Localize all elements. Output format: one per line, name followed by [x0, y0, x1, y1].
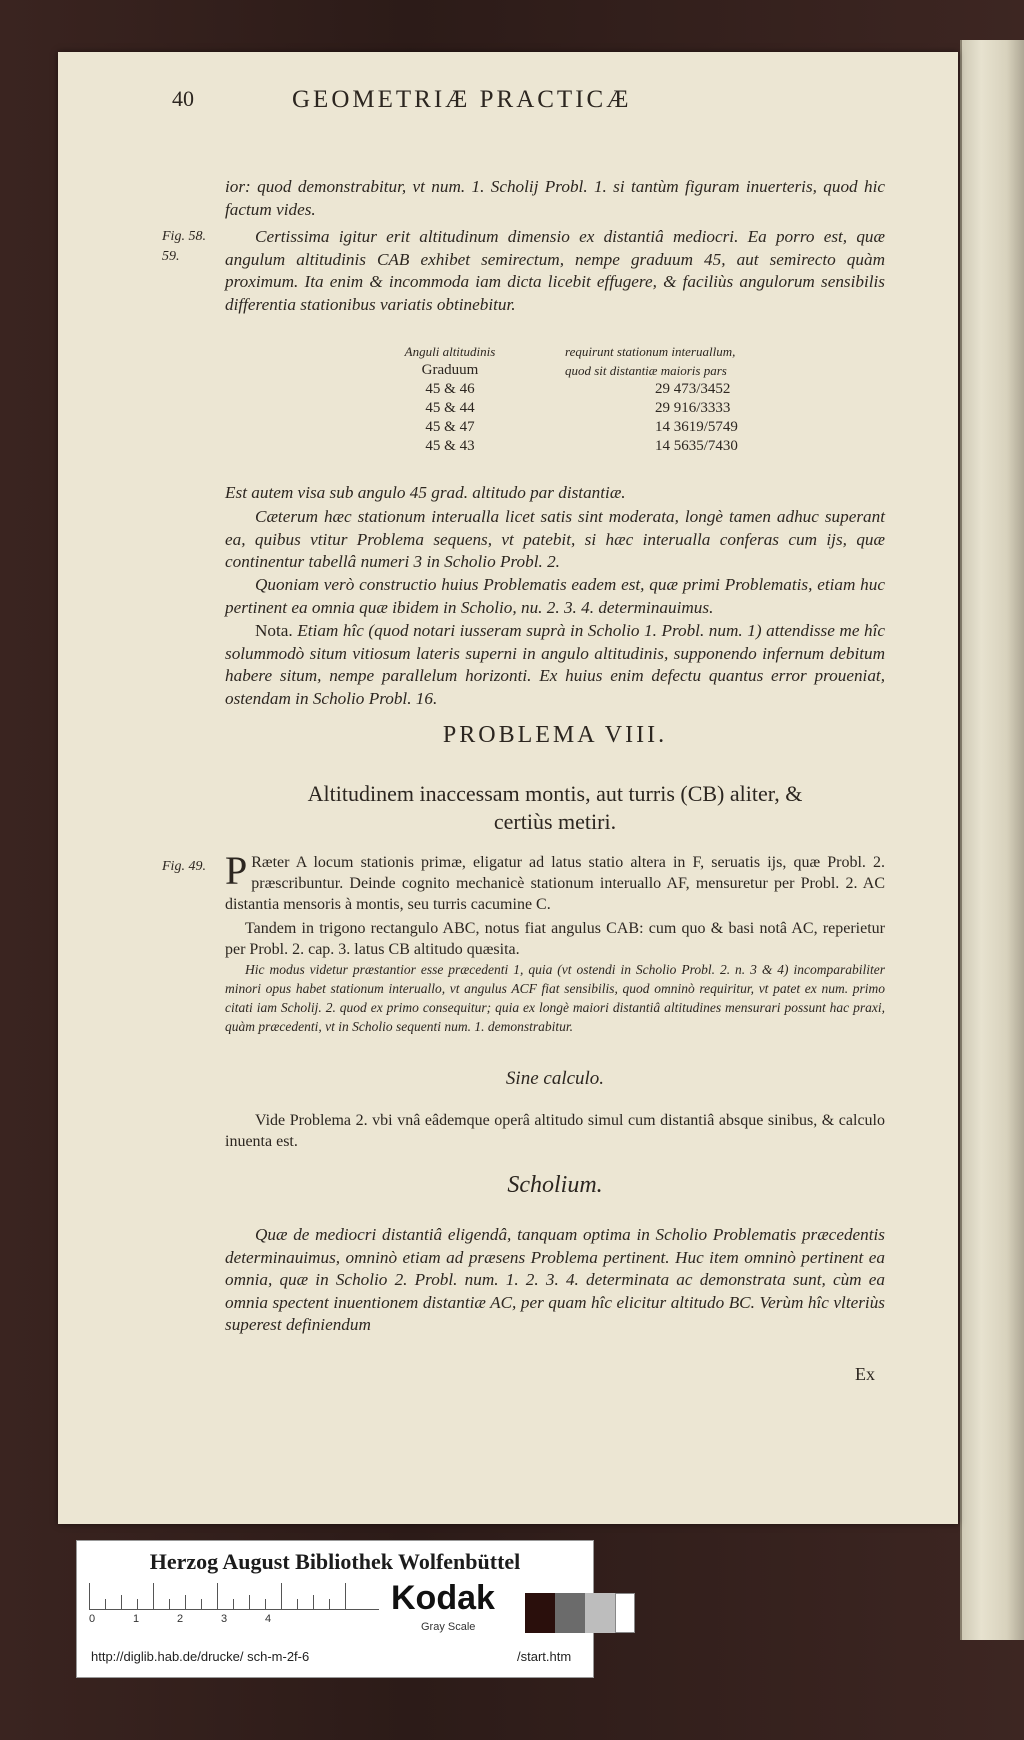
ruler-number: 3 [221, 1613, 228, 1625]
swatch-darkest [525, 1593, 555, 1633]
ruler-tick [105, 1599, 106, 1609]
margin-fig-58: Fig. 58. [162, 229, 206, 244]
gray-scale-label: Gray Scale [421, 1621, 476, 1633]
ruler-tick [169, 1599, 170, 1609]
gray-swatches [525, 1593, 645, 1633]
table-column-parts [565, 342, 775, 456]
ruler-tick [201, 1599, 202, 1609]
paragraph-tandem: Tandem in trigono rectangulo ABC, notus fiat angulus CAB: cum quo & basi notâ AC, reperietur per Probl. 2. cap. 3. latus CB altitudo quæsita. [225, 920, 885, 958]
source-url: http://diglib.hab.de/drucke/ sch-m-2f-6 [91, 1649, 310, 1664]
ruler-tick [217, 1583, 218, 1609]
ruler-tick [153, 1583, 154, 1609]
margin-fig-59: 59. [162, 249, 180, 264]
table-cell: 14 3619/5749 [655, 419, 738, 435]
table-header-graduum: Graduum [421, 362, 479, 378]
ruler-numbers [89, 1613, 389, 1629]
ruler-tick [185, 1595, 186, 1609]
swatch-light [585, 1593, 615, 1633]
heading-scholium: Scholium. [507, 1172, 603, 1198]
catchword: Ex [855, 1364, 875, 1384]
angle-table [375, 342, 775, 462]
ruler-tick [137, 1599, 138, 1609]
margin-fig-49: Fig. 49. [162, 859, 206, 874]
running-head-title: GEOMETRIÆ PRACTICÆ [292, 86, 632, 113]
table-cell: 45 & 47 [425, 419, 475, 435]
problem-subtitle [225, 780, 885, 836]
problem-subtitle-line-2: certiùs metiri. [493, 809, 617, 834]
problem-title: PROBLEMA VIII. [442, 722, 668, 748]
ruler-tick [313, 1595, 314, 1609]
library-name: Herzog August Bibliothek Wolfenbüttel [149, 1549, 521, 1574]
ruler-tick [265, 1599, 266, 1609]
ruler-tick [297, 1599, 298, 1609]
table-cell: 45 & 46 [425, 381, 475, 397]
paragraph-hic-modus: Hic modus videtur præstantior esse præcedenti 1, quia (vt ostendi in Scholio Probl. 2. n. 3 & 4) incomparabiliter minori opus habet stationum interuallo, vt angulus ACF fiat sensibilis, quod omninò requiritur, vt patet ex num. primo citati iam Scholij. 2. quod ex primo consequitur; quia ex longè maiori distantiâ altitudines mensurari possunt hac praxi, quàm præcedenti, vt in Scholio sequenti num. 1. demonstrabitur. [225, 962, 885, 1034]
table-header-requirunt: requirunt stationum interuallum, [565, 344, 736, 359]
ruler-tick [249, 1595, 250, 1609]
swatch-white [615, 1593, 635, 1633]
ruler-number: 0 [89, 1613, 96, 1625]
paragraph-quae-de-mediocri: Quæ de mediocri distantiâ eligendâ, tanquam optima in Scholio Problematis præcedentis determinauimus, omninò etiam ad præsens Problema pertinent. Huc item omninò pertinent ea omnia, quæ in Scholio 2. Probl. num. 1. 2. 3. 4. determinata ac demonstrata sunt, cùm ea omnia spectent inuentionem distantiæ AC, per quam hîc elicitur altitudo BC. Verùm hîc vlteriùs superest definiendum [225, 1225, 885, 1334]
ruler-tick [121, 1595, 122, 1609]
problem-subtitle-line-1: Altitudinem inaccessam montis, aut turris (CB) aliter, & [307, 781, 803, 806]
ruler-tick [281, 1583, 282, 1609]
nota-text: Etiam hîc (quod notari iusseram suprà in Scholio 1. Probl. num. 1) attendisse me hîc solummodò situm vitiosum lateris superni in angulo altitudinis, supponendo infernum debitum habere situm, nempe parallelum horizonti. Ex huius enim defectu quantus error proueniat, ostendam in Scholio Probl. 16. [225, 621, 885, 708]
table-cell: 45 & 44 [425, 400, 475, 416]
table-column-angles [375, 342, 525, 456]
page-number: 40 [172, 86, 194, 111]
scale-ruler [89, 1583, 379, 1610]
ruler-number: 4 [265, 1613, 272, 1625]
paragraph-vide: Vide Problema 2. vbi vnâ eâdemque operâ altitudo simul cum distantiâ absque sinibus, & calculo inuenta est. [225, 1112, 885, 1150]
table-cell: 14 5635/7430 [655, 438, 738, 454]
nota-label: Nota. [255, 621, 293, 640]
source-url-suffix: /start.htm [517, 1649, 572, 1664]
paragraph-praeter: P Ræter A locum stationis primæ, eligatur ad latus statio altera in F, seruatis ijs, quæ Probl. 2. præscribuntur. Deinde cognito mechanicè stationum interuallo AF, mensuretur per Probl. 2. AC distantia mensoris à montis, seu turris cacumine C. [225, 848, 885, 913]
ruler-tick [345, 1583, 346, 1609]
paragraph-continuation: ior: quod demonstrabitur, vt num. 1. Scholij Probl. 1. si tantùm figuram inuerteris, quod hic factum vides. [225, 177, 885, 219]
table-cell: 29 916/3333 [655, 400, 731, 416]
ruler-number: 1 [133, 1613, 140, 1625]
adjacent-pages-edge [960, 40, 1024, 1640]
ruler-tick [233, 1599, 234, 1609]
table-header-anguli: Anguli altitudinis [404, 344, 496, 359]
paragraph-est-autem: Est autem visa sub angulo 45 grad. altitudo par distantiæ. [225, 483, 626, 502]
ruler-tick [329, 1599, 330, 1609]
swatch-dark [555, 1593, 585, 1633]
ruler-tick [89, 1583, 90, 1609]
table-cell: 29 473/3452 [655, 381, 731, 397]
heading-sine-calculo: Sine calculo. [505, 1068, 605, 1089]
kodak-logo: Kodak [391, 1579, 495, 1617]
running-header [172, 86, 812, 120]
paragraph-nota [225, 620, 885, 710]
paragraph-certissima: Certissima igitur erit altitudinum dimensio ex distantiâ mediocri. Ea porro est, quæ angulum altitudinis CAB exhibet semirectum, nempe graduum 45, aut semirecto quàm proximum. Ita enim & incommoda iam dicta licebit effugere, & faciliùs angulorum sensibilis differentia stationibus variatis obtinebitur. [225, 227, 885, 314]
paragraph-quoniam: Quoniam verò constructio huius Problematis eadem est, quæ primi Problematis, etiam huc pertinent ea omnia quæ ibidem in Scholio, nu. 2. 3. 4. determinauimus. [225, 575, 885, 617]
ruler-number: 2 [177, 1613, 184, 1625]
table-header-quod: quod sit distantiæ maioris pars [565, 363, 727, 378]
archive-label-card [76, 1540, 594, 1678]
table-cell: 45 & 43 [425, 438, 475, 454]
paragraph-caeterum: Cæterum hæc stationum interualla licet satis sint moderata, longè tamen adhuc superant ea, quibus vtitur Problema sequens, vt patebit, si hæc interualla conferas cum ijs, quæ continentur tabellâ numeri 3 in Scholio Probl. 2. [225, 507, 885, 571]
drop-cap: P [225, 848, 248, 893]
